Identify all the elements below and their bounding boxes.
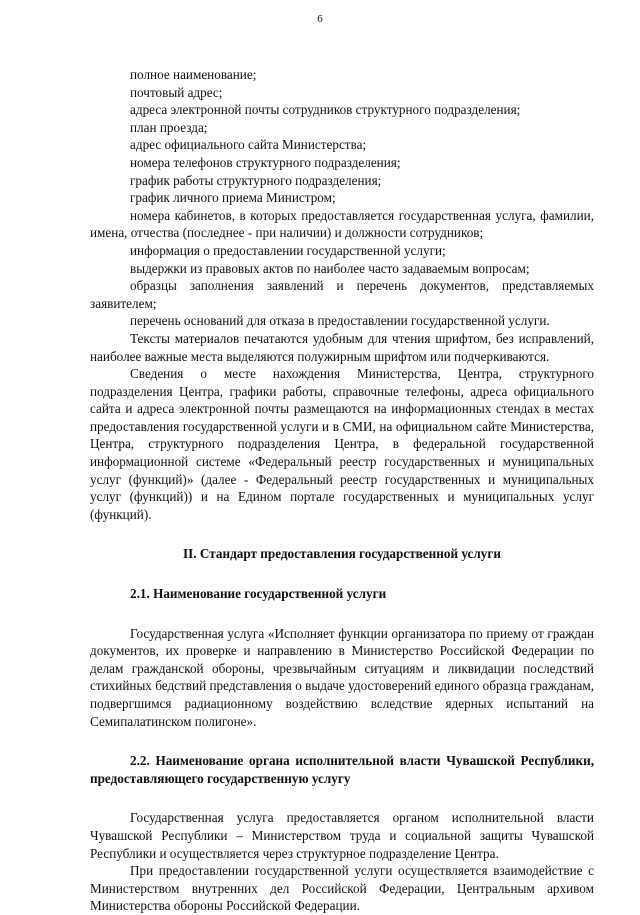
list-item: адреса электронной почты сотрудников структурного подразделения; xyxy=(130,102,521,118)
subsection-2-1-text: Государственная услуга «Исполняет функции организатора по приему от граждан документов, их проверке и направлению в Министерство Российской Федерации по делам гражданской обороны, чрезвычайным ситуациям и ликвидации последствий стихийных бедствий представления о выдаче удостоверений единого образца гражданам, подвергшимся радиационному воздействию вследствие ядерных испытаний на Семипалатинском полигоне». xyxy=(90,625,594,729)
list-item: график работы структурного подразделения; xyxy=(130,172,382,188)
document-body xyxy=(90,66,594,915)
info-stand-list xyxy=(90,66,594,330)
page-number: 6 xyxy=(317,13,323,25)
paragraph-fonts: Тексты материалов печатаются удобным для чтения шрифтом, без исправлений, наиболее важные места выделяются полужирным шрифтом или подчеркиваются. xyxy=(90,330,594,364)
list-item: план проезда; xyxy=(130,119,208,135)
list-item: информация о предоставлении государственной услуги; xyxy=(130,242,446,258)
list-item: образцы заполнения заявлений и перечень документов, представляемых заявителем; xyxy=(90,278,594,311)
subsection-2-1-title: 2.1. Наименование государственной услуги xyxy=(130,586,387,602)
list-item: график личного приема Министром; xyxy=(130,190,336,206)
section-title: II. Стандарт предоставления государственной услуги xyxy=(183,546,501,562)
paragraph-info-placement: Сведения о месте нахождения Министерства, Центра, структурного подразделения Центра, графики работы, справочные телефоны, адреса официального сайта и адреса электронной почты размещаются на информационных стендах в местах предоставления государственной услуги и в СМИ, на официальном сайте Министерства, Центра, структурного подразделения Центра, в федеральной государственной информационной системе «Федеральный реестр государственных и муниципальных услуг (функций)» (далее - Федеральный реестр государственных и муниципальных услуг (функций)) и на Едином портале государственных и муниципальных услуг (функций). xyxy=(90,366,594,522)
list-item: полное наименование; xyxy=(130,67,257,82)
subsection-2-2-text-1: Государственная услуга предоставляется органом исполнительной власти Чувашской Республики – Министерством труда и социальной защиты Чувашской Республики и осуществляется через структурное подразделение Центра. xyxy=(90,810,594,861)
list-item: номера телефонов структурного подразделения; xyxy=(130,154,401,170)
list-item: перечень оснований для отказа в предоставлении государственной услуги. xyxy=(130,313,550,329)
subsection-2-2-title: 2.2. Наименование органа исполнительной власти Чувашской Республики, предоставляющего государственную услугу xyxy=(90,753,594,786)
list-item: выдержки из правовых актов по наиболее часто задаваемым вопросам; xyxy=(130,260,530,276)
list-item: адрес официального сайта Министерства; xyxy=(130,137,367,153)
list-item: почтовый адрес; xyxy=(130,84,223,100)
list-item: номера кабинетов, в которых предоставляется государственная услуга, фамилии, имена, отчества (последнее - при наличии) и должности сотрудников; xyxy=(90,207,594,241)
subsection-2-2-text-2: При предоставлении государственной услуги осуществляется взаимодействие с Министерством внутренних дел Российской Федерации, Центральным архивом Министерства обороны Российской Федерации. xyxy=(90,863,594,914)
